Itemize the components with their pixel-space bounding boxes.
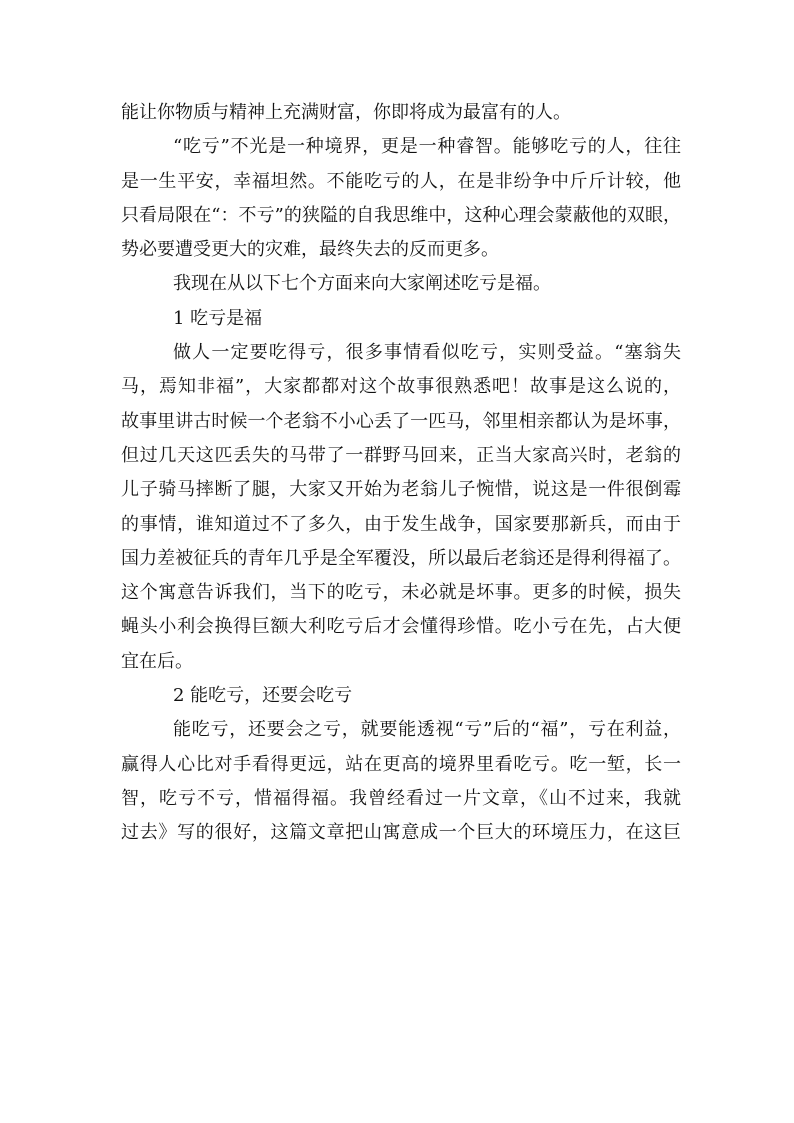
text-line: 故事里讲古时候一个老翁不小心丢了一匹马，邻里相亲都认为是坏事， bbox=[121, 410, 681, 432]
paragraph-first-line: 做人一定要吃得亏，很多事情看似吃亏，实则受益。“塞翁失 bbox=[173, 342, 681, 364]
text-line: 能让你物质与精神上充满财富，你即将成为最富有的人。 bbox=[121, 102, 571, 123]
paragraph-first-line: 我现在从以下七个方面来向大家阐述吃亏是福。 bbox=[173, 273, 551, 295]
text-line: 只看局限在“：不亏”的狭隘的自我思维中，这种心理会蒙蔽他的双眼， bbox=[121, 204, 681, 226]
text-line: 这个寓意告诉我们，当下的吃亏，未必就是坏事。更多的时候，损失 bbox=[121, 582, 681, 604]
body-text bbox=[121, 96, 681, 851]
paragraph-first-line: 能吃亏，还要会之亏，就要能透视“亏”后的“福”，亏在利益， bbox=[173, 719, 681, 741]
text-line: 是一生平安，幸福坦然。不能吃亏的人，在是非纷争中斤斤计较，他 bbox=[121, 170, 681, 192]
text-line: 的事情，谁知道过不了多久，由于发生战争，国家要那新兵，而由于 bbox=[121, 513, 681, 535]
text-line: 赢得人心比对手看得更远，站在更高的境界里看吃亏。吃一堑，长一 bbox=[121, 753, 681, 775]
section-heading-1: 1 吃亏是福 bbox=[173, 307, 263, 329]
text-line: 蝇头小利会换得巨额大利吃亏后才会懂得珍惜。吃小亏在先，占大便 bbox=[121, 616, 681, 638]
text-line: 智，吃亏不亏，惜福得福。我曾经看过一片文章，《山不过来，我就 bbox=[121, 787, 681, 809]
text-line: 但过几天这匹丢失的马带了一群野马回来，正当大家高兴时，老翁的 bbox=[121, 444, 681, 466]
section-heading-2: 2 能吃亏，还要会吃亏 bbox=[173, 685, 353, 707]
paragraph-first-line: “吃亏”不光是一种境界，更是一种睿智。能够吃亏的人，往往 bbox=[173, 136, 681, 158]
text-line: 国力差被征兵的青年几乎是全军覆没，所以最后老翁还是得利得福了。 bbox=[121, 547, 681, 569]
text-line: 马，焉知非福”，大家都都对这个故事很熟悉吧！故事是这么说的， bbox=[121, 376, 681, 398]
text-line: 过去》写的很好，这篇文章把山寓意成一个巨大的环境压力，在这巨 bbox=[121, 822, 681, 844]
text-line: 儿子骑马摔断了腿，大家又开始为老翁儿子惋惜，说这是一件很倒霉 bbox=[121, 479, 681, 501]
text-line: 宜在后。 bbox=[121, 650, 193, 672]
text-line: 势必要遭受更大的灾难，最终失去的反而更多。 bbox=[121, 239, 499, 261]
